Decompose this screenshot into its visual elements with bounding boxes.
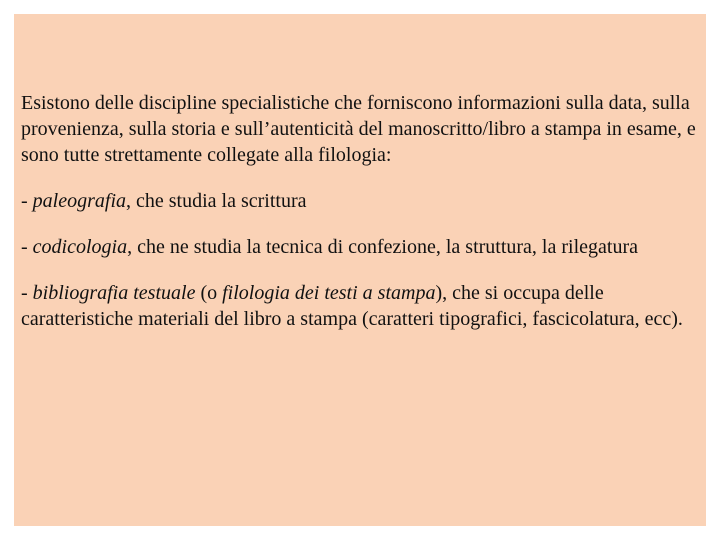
item-alt-term: filologia dei testi a stampa [222,282,436,304]
item-prefix: - [21,236,33,258]
slide-background [14,14,706,526]
item-prefix: - [21,282,33,304]
item-mid-text: (o [195,282,223,304]
list-item-paleografia [21,188,701,214]
item-text: ), che si occupa delle caratteristiche materiali del libro a stampa (caratteri tipografici, fascicolatura, ecc). [21,282,683,330]
item-text: , che studia la scrittura [126,190,307,212]
item-term: bibliografia testuale [32,282,196,304]
item-prefix: - [21,190,33,212]
intro-paragraph: Esistono delle discipline specialistiche che forniscono informazioni sulla data, sulla provenienza, sulla storia e sull’autenticità del manoscritto/libro a stampa in esame, e sono tutte strettamente collegate alla filologia: [21,92,696,166]
slide-text-block [21,90,701,352]
item-term: paleografia [32,190,127,212]
list-item-codicologia [21,234,701,260]
list-item-bibliografia-testuale [21,280,701,332]
item-term: codicologia [32,236,128,258]
item-text: , che ne studia la tecnica di confezione, la struttura, la rilegatura [127,236,638,258]
